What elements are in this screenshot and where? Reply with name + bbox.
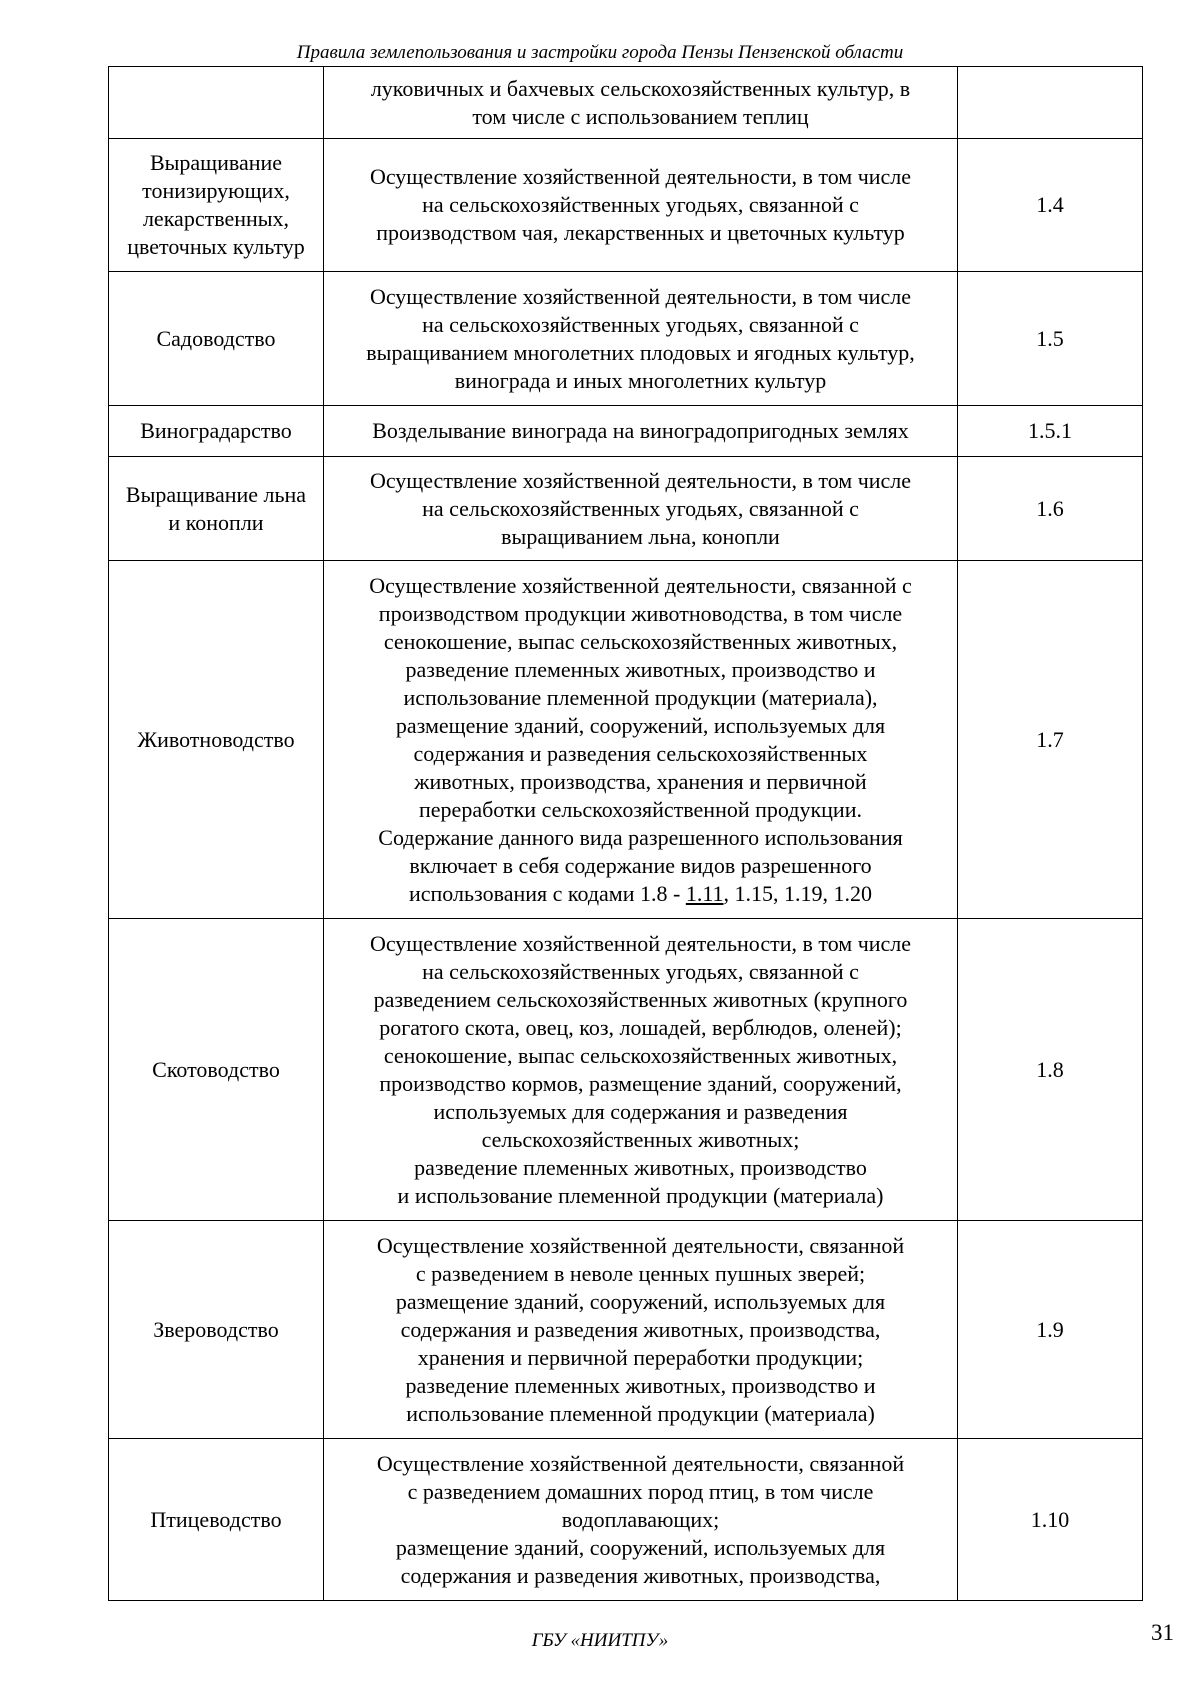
use-type-description: Возделывание винограда на виноградопригодных землях <box>324 406 958 457</box>
use-type-description: Осуществление хозяйственной деятельности, в том числе на сельскохозяйственных угодьях, связанной с выращиванием многолетних плодовых и ягодных культур, винограда и иных многолетних культур <box>324 272 958 406</box>
land-use-table <box>108 66 1143 1601</box>
table-row <box>109 139 1143 272</box>
use-type-description: Осуществление хозяйственной деятельности, связанной с разведением в неволе ценных пушных зверей; размещение зданий, сооружений, используемых для содержания и разведения животных, производства, хранения и первичной переработки продукции; разведение племенных животных, производство и использование племенной продукции (материала) <box>324 1221 958 1439</box>
use-type-code: 1.8 <box>958 919 1143 1221</box>
use-type-name: Скотоводство <box>109 919 324 1221</box>
use-type-code: 1.5 <box>958 272 1143 406</box>
use-type-description: луковичных и бахчевых сельскохозяйственных культур, в том числе с использованием теплиц <box>324 67 958 139</box>
table-row <box>109 406 1143 457</box>
table-row <box>109 1221 1143 1439</box>
table-row <box>109 919 1143 1221</box>
use-type-code: 1.9 <box>958 1221 1143 1439</box>
table-row <box>109 272 1143 406</box>
use-type-name: Выращивание льна и конопли <box>109 457 324 561</box>
use-type-name: Животноводство <box>109 561 324 919</box>
table-row <box>109 457 1143 561</box>
use-type-description <box>324 561 958 919</box>
use-type-name: Садоводство <box>109 272 324 406</box>
page-number: 31 <box>1151 1620 1174 1645</box>
use-type-description: Осуществление хозяйственной деятельности, в том числе на сельскохозяйственных угодьях, связанной с разведением сельскохозяйственных животных (крупного рогатого скота, овец, коз, лошадей, верблюдов, оленей); сенокошение, выпас сельскохозяйственных животных, производство кормов, размещение зданий, сооружений, используемых для содержания и разведения сельскохозяйственных животных; разведение племенных животных, производство и использование племенной продукции (материала) <box>324 919 958 1221</box>
use-type-name: Звероводство <box>109 1221 324 1439</box>
description-text-tail: , 1.15, 1.19, 1.20 <box>723 880 872 906</box>
use-type-description: Осуществление хозяйственной деятельности, в том числе на сельскохозяйственных угодьях, связанной с производством чая, лекарственных и цветочных культур <box>324 139 958 272</box>
use-type-code: 1.4 <box>958 139 1143 272</box>
use-type-code: 1.6 <box>958 457 1143 561</box>
footer-organization: ГБУ «НИИТПУ» <box>531 1630 669 1651</box>
use-type-description: Осуществление хозяйственной деятельности, связанной с разведением домашних пород птиц, в том числе водоплавающих; размещение зданий, сооружений, используемых для содержания и разведения животных, производства, <box>324 1439 958 1601</box>
use-type-code: 1.7 <box>958 561 1143 919</box>
use-type-name: Виноградарство <box>109 406 324 457</box>
use-type-code: 1.10 <box>958 1439 1143 1601</box>
table-row <box>109 561 1143 919</box>
description-text: Осуществление хозяйственной деятельности, связанной с производством продукции животноводства, в том числе сенокошение, выпас сельскохозяйственных животных, разведение племенных животных, производство и использование племенной продукции (материала), размещение зданий, сооружений, используемых для содержания и разведения сельскохозяйственных животных, производства, хранения и первичной переработки сельскохозяйственной продукции. Содержание данного вида разрешенного использования включает в себя содержание видов разрешенного использования с кодами 1.8 - <box>369 572 912 906</box>
page-header: Правила землепользования и застройки города Пензы Пензенской области <box>296 42 904 63</box>
code-reference-link: 1.11 <box>685 880 724 906</box>
table-row <box>109 67 1143 139</box>
use-type-name: Птицеводство <box>109 1439 324 1601</box>
use-type-name: Выращивание тонизирующих, лекарственных, цветочных культур <box>109 139 324 272</box>
use-type-code: 1.5.1 <box>958 406 1143 457</box>
use-type-name <box>109 67 324 139</box>
use-type-description: Осуществление хозяйственной деятельности, в том числе на сельскохозяйственных угодьях, связанной с выращиванием льна, конопли <box>324 457 958 561</box>
table-row <box>109 1439 1143 1601</box>
use-type-code <box>958 67 1143 139</box>
